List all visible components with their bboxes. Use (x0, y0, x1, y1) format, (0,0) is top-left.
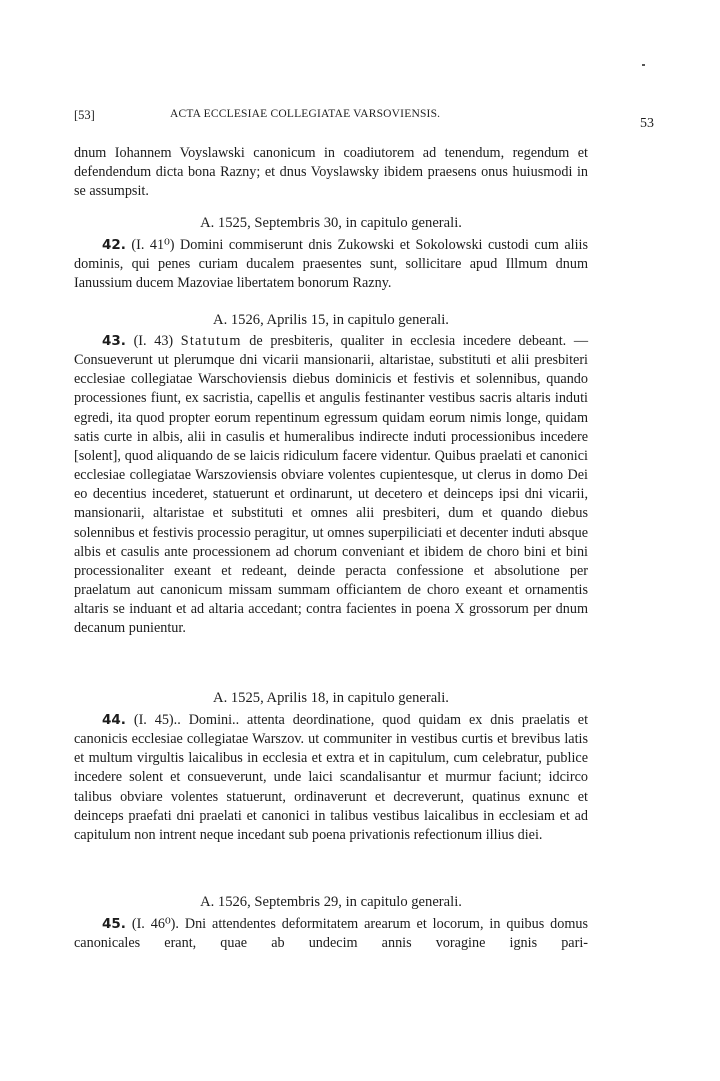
entry-45-number: 45. (102, 916, 126, 932)
entry-42-body: Domini commiserunt dnis Zukowski et Sokolowski custodi cum aliis dominis, qui penes curiam ducalem praesentes sunt, sollicitare apud Illmum dnum Ianussium ducem Mazoviae libertatem bonorum Razny. (74, 237, 588, 292)
entry-43-number: 43. (102, 333, 126, 349)
intro-paragraph: dnum Iohannem Voyslawski canonicum in coadiutorem ad tenendum, regendum et defendendum dicta bona Razny; et dnus Voyslawsky ibidem praesens onus huiusmodi in se assumpsit. (74, 145, 588, 200)
ink-speck (642, 64, 645, 66)
entry-44-heading: A. 1525, Aprilis 18, in capitulo generali. (213, 690, 449, 706)
running-header (74, 108, 654, 132)
entry-44-body: Domini.. attenta deordinatione, quod quidam ex dnis praelatis et canonicis ecclesiae collegiatae Warszov. ut communiter in vestibus curtis et brevibus latis et multum virgultis laicalibus in ecclesia et extra et in capitulum, cum celebratur, publice incedere solent et consueverunt, unde laici scandalisantur et murmur faciunt; idcirco talibus obviare volentes statuerunt, ordinaverunt et decreverunt, quatinus exnunc et deinceps praefati dni praelati et canonici in talibus vestibus laicalibus in ecclesiam et ad capitulum non intrent neque incedant sub poena privationis refectionum illius diei. (74, 712, 589, 843)
entry-43-ref: (I. 43) (133, 333, 174, 349)
entry-43-heading: A. 1526, Aprilis 15, in capitulo generali. (213, 312, 449, 328)
entry-42-heading: A. 1525, Septembris 30, in capitulo generali. (200, 215, 462, 231)
entry-45-text (74, 915, 588, 953)
entry-42-number: 42. (102, 237, 126, 253)
entry-43-text (74, 332, 588, 639)
page-number: 53 (640, 116, 654, 131)
entry-43-body: de presbiteris, qualiter in ecclesia incedere debeant. — Consueverunt ut plerumque dni vicarii mansionarii, altaristae, substituti et alii presbiteri ecclesiae collegiatae Warschoviensis diebus dominicis et festivis et solennibus, quando processiones fiunt, ex sacristia, capellis et angulis festinanter vestibus sacris altaris induti egredi, ita quod propter eorum repentinum egressum quidam eorum nimis longe, quidam satis curte in albis, alii in casulis et humeralibus indirecte induti processionibus incedere [solent], quod aliquando de se laicis ridiculum facere videntur. Quibus praelati et canonici ecclesiae collegiatae Warszoviensis obviare volentes cupientesque, ut clerus in domo Dei eo decentius incederet, statuerunt et ordinarunt, ut decetero et deinceps ipsi dni vicarii, mansionarii, altaristae et substituti et omnes alii presbiteri, dum et quando diebus solennibus et festivis processio peragitur, ut omnes superpiliciati et decenter induti absque albis et casulis ante processionem ad chorum conveniant et ibidem de choro bini et bini processionaliter exeant et redeant, deinde peracta confessione et absolutione per praelatum aut canonicum missam summam officiantem de choro exeant et ornamentis altaris se induant et ad altaria accedant; contra facientes in poena X grossorum per dnum decanum punientur. (74, 333, 589, 637)
entry-44-ref: (I. 45).. (133, 712, 181, 728)
entry-45-ref: (I. 46⁰). (131, 916, 179, 932)
entry-44-number: 44. (102, 712, 126, 728)
entry-42-text (74, 236, 588, 293)
entry-45-heading: A. 1526, Septembris 29, in capitulo generali. (200, 894, 462, 910)
entry-44-text (74, 711, 588, 845)
entry-43-title: Statutum (180, 333, 242, 349)
running-title: ACTA ECCLESIAE COLLEGIATAE VARSOVIENSIS. (170, 108, 441, 120)
entry-42-ref: (I. 41⁰) (131, 237, 175, 253)
folio-bracket-number: [53] (74, 108, 95, 122)
entry-45-body: Dni attendentes deformitatem arearum et locorum, in quibus domus canonicales erant, quae ab undecim annis voragine ignis pari- (74, 916, 588, 952)
